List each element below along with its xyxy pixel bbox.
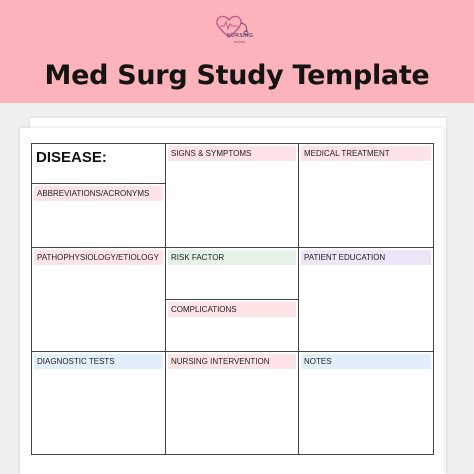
risk-factor-cell	[165, 247, 299, 300]
nursing-intervention-header: NURSING INTERVENTION	[168, 354, 296, 369]
medical-treatment-cell	[298, 143, 434, 248]
disease-label: DISEASE:	[36, 149, 107, 166]
template-sheet	[20, 128, 444, 474]
diagnostic-tests-cell	[31, 351, 166, 455]
complications-cell	[165, 299, 299, 352]
pathophysiology-header: PATHOPHYSIOLOGY/ETIOLOGY	[34, 250, 163, 265]
page-title: Med Surg Study Template	[44, 60, 430, 91]
patient-education-header: PATIENT EDUCATION	[301, 250, 431, 265]
logo-text: NURSING	[227, 33, 254, 39]
complications-header: COMPLICATIONS	[168, 302, 296, 317]
notes-cell	[298, 351, 434, 455]
notes-header: NOTES	[301, 354, 431, 369]
risk-factor-header: RISK FACTOR	[168, 250, 296, 265]
diagnostic-tests-header: DIAGNOSTIC TESTS	[34, 354, 163, 369]
patient-education-cell	[298, 247, 434, 352]
pathophysiology-cell	[31, 247, 166, 352]
nursing-intervention-cell	[165, 351, 299, 455]
disease-cell	[31, 143, 166, 184]
logo-subtext: MOUSE	[234, 40, 246, 44]
signs-symptoms-header: SIGNS & SYMPTOMS	[168, 146, 296, 161]
abbreviations-header: ABBREVIATIONS/ACRONYMS	[34, 186, 163, 201]
abbreviations-cell	[31, 183, 166, 248]
signs-symptoms-cell	[165, 143, 299, 248]
title-banner	[0, 0, 474, 103]
medical-treatment-header: MEDICAL TREATMENT	[301, 146, 431, 161]
nursing-logo	[212, 14, 264, 48]
